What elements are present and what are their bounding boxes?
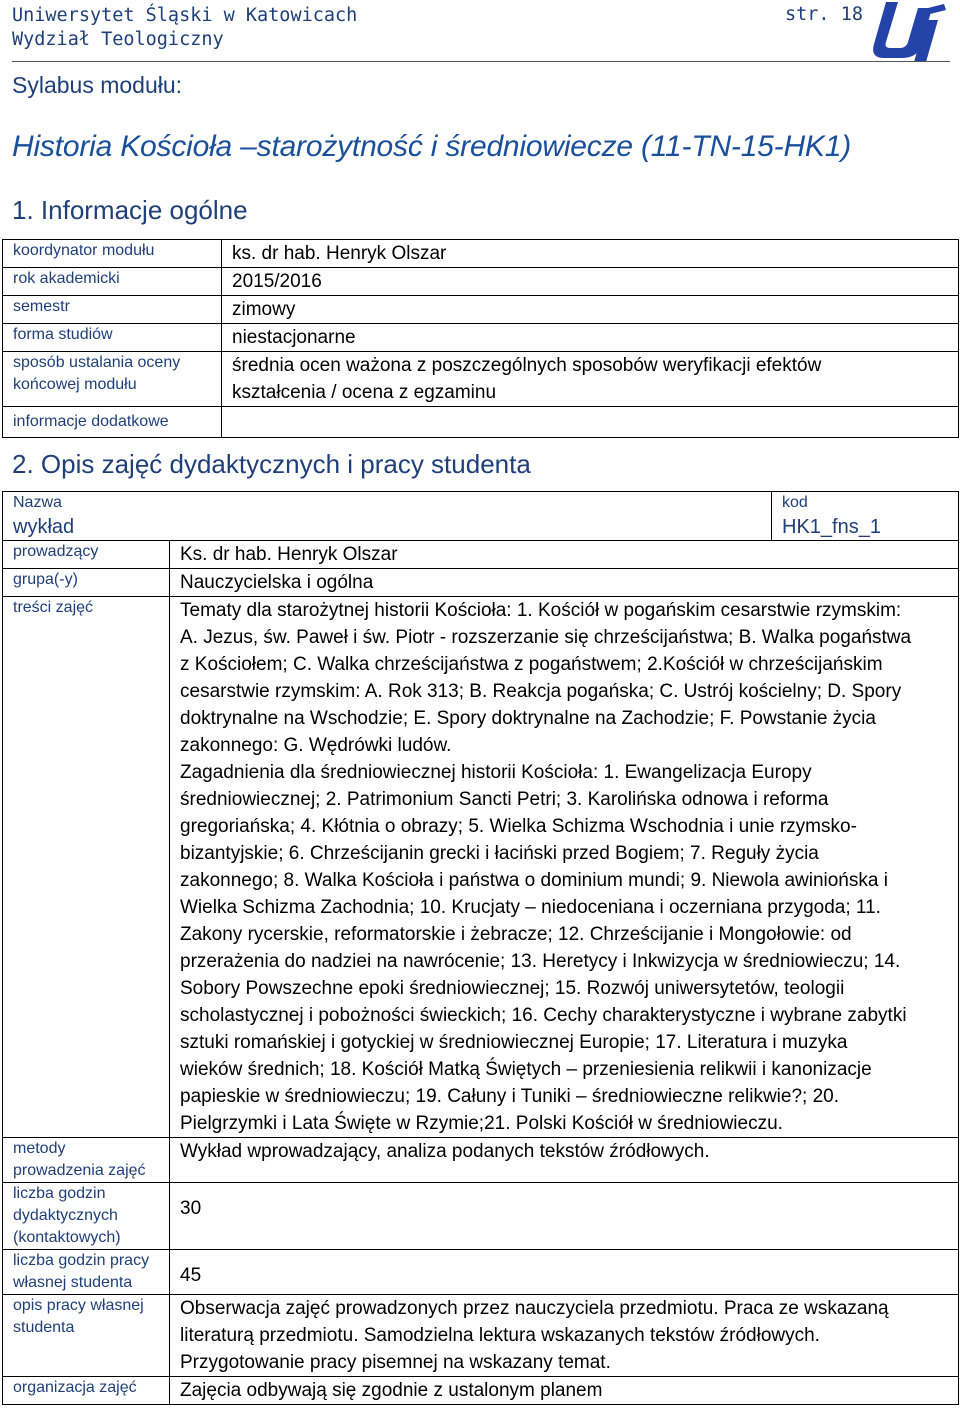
row-label: rok akademicki	[3, 268, 222, 296]
table-row	[3, 1377, 959, 1405]
row-value: 30	[170, 1183, 959, 1250]
row-value: zimowy	[222, 296, 959, 324]
syllabus-label: Sylabus modułu:	[12, 72, 183, 98]
course-content: Tematy dla starożytnej historii Kościoła: 1. Kościół w pogańskim cesarstwie rzymskim: A. Jezus, św. Paweł i św. Piotr - rozszerzanie się chrześcijaństwa; B. Walka pogaństwa z Kościołem; C. Walka chrześcijaństwa z pogaństwem; 2.Kościół w chrześcijańskim cesarstwie rzymskim: A. Rok 313; B. Reakcja pogańska; C. Ustrój kościelny; D. Spory doktrynalne na Wschodzie; E. Spory doktrynalne na Zachodzie; F. Powstanie życia zakonnego: G. Wędrówki ludów. Zagadnienia dla średniowiecznej historii Kościoła: 1. Ewangelizacja Europy średniowiecznej; 2. Patrimonium Sancti Petri; 3. Karolińska odnowa i reforma gregoriańska; 4. Kłótnia o obrazy; 5. Wielka Schizma Wschodnia i unie rzymsko- bizantyjskie; 6. Chrześcijanin grecki i łaciński przed Bogiem; 7. Reguły życia zakonnego; 8. Walka Kościoła i państwa o dominium mundi; 9. Niewola awiniońska i Wielka Schizma Zachodnia; 10. Krucjaty – niedoceniana i oczerniana przygoda; 11. Zakony rycerskie, reformatorskie i żebracze; 12. Chrześcijanie i Mongołowie: od przerażenia do nadziei na nawrócenie; 13. Heretycy i Inkwizycja w średniowieczu; 14. Sobory Powszechne epoki średniowiecznej; 15. Rozwój uniwersytetów, teologii scholastycznej i pobożności świeckich; 16. Cechy charakterystyczne i wybrane zabytki sztuki romańskiej i gotyckiej w średniowiecznej Europie; 17. Literatura i muzyka wieków średnich; 18. Kościół Matką Świętych – przeniesienia relikwii i kanonizacje papieskie w średniowieczu; 19. Całuny i Tuniki – średniowieczne relikwie?; 20. Pielgrzymki i Lata Święte w Rzymie;21. Polski Kościół w średniowieczu.	[170, 597, 959, 1138]
nazwa-cell	[3, 492, 772, 541]
table-row	[3, 1183, 959, 1250]
table-row	[3, 240, 959, 268]
row-value: 45	[170, 1250, 959, 1295]
table-row	[3, 541, 959, 569]
kod-value: HK1_fns_1	[782, 516, 881, 538]
row-label: liczba godzin dydaktycznych (kontaktowych)	[3, 1183, 170, 1250]
table-row	[3, 597, 959, 1138]
header-divider	[12, 61, 950, 62]
row-value: 2015/2016	[222, 268, 959, 296]
row-value: średnia ocen ważona z poszczególnych sposobów weryfikacji efektów kształcenia / ocena z egzaminu	[222, 352, 959, 407]
nazwa-value: wykład	[13, 516, 75, 538]
row-label: metody prowadzenia zajęć	[3, 1138, 170, 1183]
table-row	[3, 569, 959, 597]
row-label: prowadzący	[3, 541, 170, 569]
row-label: forma studiów	[3, 324, 222, 352]
nazwa-label: Nazwa	[13, 494, 62, 511]
course-details-table	[2, 491, 959, 1405]
general-info-table	[2, 239, 959, 438]
row-value: niestacjonarne	[222, 324, 959, 352]
row-value	[222, 407, 959, 438]
row-label: organizacja zajęć	[3, 1377, 170, 1405]
row-value: Zajęcia odbywają się zgodnie z ustalonym planem	[170, 1377, 959, 1405]
faculty-name: Wydział Teologiczny	[12, 29, 224, 50]
table-row	[3, 1295, 959, 1377]
row-label: treści zajęć	[3, 597, 170, 1138]
section1-heading: 1. Informacje ogólne	[12, 195, 248, 225]
row-value: Obserwacja zajęć prowadzonych przez nauczyciela przedmiotu. Praca ze wskazaną literaturą przedmiotu. Samodzielna lektura wskazanych tekstów źródłowych. Przygotowanie pracy pisemnej na wskazany temat.	[170, 1295, 959, 1377]
table-row	[3, 1138, 959, 1183]
row-value: Ks. dr hab. Henryk Olszar	[170, 541, 959, 569]
row-value: ks. dr hab. Henryk Olszar	[222, 240, 959, 268]
row-label: semestr	[3, 296, 222, 324]
row-value: Nauczycielska i ogólna	[170, 569, 959, 597]
table-row	[3, 324, 959, 352]
module-title: Historia Kościoła –starożytność i średniowiecze (11-TN-15-HK1)	[12, 130, 852, 163]
table-row	[3, 1250, 959, 1295]
row-label: informacje dodatkowe	[3, 407, 222, 438]
row-label: grupa(-y)	[3, 569, 170, 597]
table-row	[3, 492, 959, 541]
row-label: koordynator modułu	[3, 240, 222, 268]
row-label: opis pracy własnej studenta	[3, 1295, 170, 1377]
university-name: Uniwersytet Śląski w Katowicach	[12, 5, 358, 26]
row-label: sposób ustalania oceny końcowej modułu	[3, 352, 222, 407]
section2-heading: 2. Opis zajęć dydaktycznych i pracy studenta	[12, 449, 531, 479]
table-row	[3, 296, 959, 324]
row-label: liczba godzin pracy własnej studenta	[3, 1250, 170, 1295]
university-logo	[856, 0, 950, 64]
row-value: Wykład wprowadzający, analiza podanych tekstów źródłowych.	[170, 1138, 959, 1183]
table-row	[3, 352, 959, 407]
kod-cell	[772, 492, 959, 541]
table-row	[3, 268, 959, 296]
page-number: str. 18	[785, 4, 863, 25]
kod-label: kod	[782, 494, 808, 511]
table-row	[3, 407, 959, 438]
